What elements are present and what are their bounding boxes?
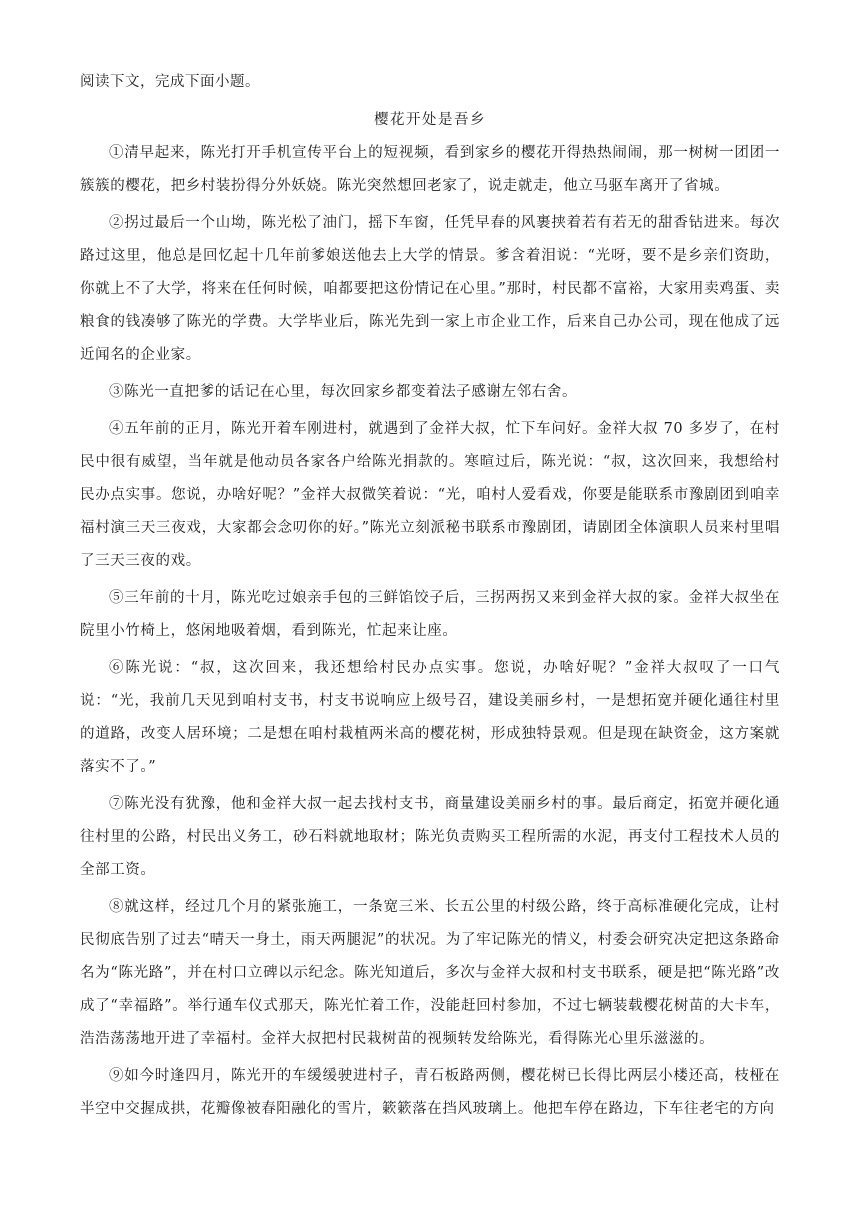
paragraph-1: ①清早起来，陈光打开手机宣传平台上的短视频，看到家乡的樱花开得热热闹闹，那一树树一团团一簇簇的樱花，把乡村装扮得分外妖娆。陈光突然想回老家了，说走就走，他立马驱车离开了省城。 xyxy=(80,145,780,194)
instruction-text: 阅读下文，完成下面小题。 xyxy=(80,74,260,90)
paragraph-9: ⑨如今时逢四月，陈光开的车缓缓驶进村子，青石板路两侧，樱花树已长得比两层小楼还高，枝桠在半空中交握成拱，花瓣像被春阳融化的雪片，簌簌落在挡风玻璃上。他把车停在路边，下车往老宅的方向 xyxy=(80,1068,780,1117)
paragraph-2: ②拐过最后一个山坳，陈光松了油门，摇下车窗，任凭早春的风裹挟着若有若无的甜香钻进来。每次路过这里，他总是回忆起十几年前爹娘送他去上大学的情景。爹含着泪说：“光呀，要不是乡亲们资助，你就上不了大学，将来在任何时候，咱都要把这份情记在心里。”那时，村民都不富裕，大家用卖鸡蛋、卖粮食的钱凑够了陈光的学费。大学毕业后，陈光先到一家上市企业工作，后来自己办公司，现在他成了远近闻名的企业家。 xyxy=(80,215,780,363)
paragraph-6: ⑥陈光说：“叔，这次回来，我还想给村民办点实事。您说，办啥好呢？”金祥大叔叹了一口气说：“光，我前几天见到咱村支书，村支书说响应上级号召，建设美丽乡村，一是想拓宽并硬化通往村里的道路，改变人居环境；二是想在咱村栽植两米高的樱花树，形成独特景观。但是现在缺资金，这方案就落实不了。” xyxy=(80,660,780,775)
paragraph-7: ⑦陈光没有犹豫，他和金祥大叔一起去找村支书，商量建设美丽乡村的事。最后商定，拓宽并硬化通往村里的公路，村民出义务工，砂石料就地取材；陈光负责购买工程所需的水泥，再支付工程技术人员的全部工资。 xyxy=(80,796,780,878)
paragraph-3: ③陈光一直把爹的话记在心里，每次回家乡都变着法子感谢左邻右舍。 xyxy=(109,384,578,400)
article-body xyxy=(80,137,780,1130)
paragraph-8: ⑧就这样，经过几个月的紧张施工，一条宽三米、长五公里的村级公路，终于高标准硬化完成，让村民彻底告别了过去“晴天一身土，雨天两腿泥”的状况。为了牢记陈光的情义，村委会研究决定把这条路命名为“陈光路”，并在村口立碑以示纪念。陈光知道后，多次与金祥大叔和村支书联系，硬是把“陈光路”改成了“幸福路”。举行通车仪式那天，陈光忙着工作，没能赶回村参加，不过七辆装载樱花树苗的大卡车，浩浩荡荡地开进了幸福村。金祥大叔把村民栽树苗的视频转发给陈光，看得陈光心里乐滋滋的。 xyxy=(80,899,780,1047)
article-title: 樱花开处是吾乡 xyxy=(374,112,486,128)
paragraph-5: ⑤三年前的十月，陈光吃过娘亲手包的三鲜馅饺子后，三拐两拐又来到金祥大叔的家。金祥大叔坐在院里小竹椅上，悠闲地吸着烟，看到陈光，忙起来让座。 xyxy=(80,590,780,639)
paragraph-4: ④五年前的正月，陈光开着车刚进村，就遇到了金祥大叔，忙下车问好。金祥大叔 70 多岁了，在村民中很有威望，当年就是他动员各家各户给陈光捐款的。寒暄过后，陈光说：“叔，这次回来，我想给村民办点实事。您说，办啥好呢？”金祥大叔微笑着说：“光，咱村人爱看戏，你要是能联系市豫剧团到咱幸福村演三天三夜戏，大家都会念叨你的好。”陈光立刻派秘书联系市豫剧团，请剧团全体演职人员来村里唱了三天三夜的戏。 xyxy=(80,421,780,569)
